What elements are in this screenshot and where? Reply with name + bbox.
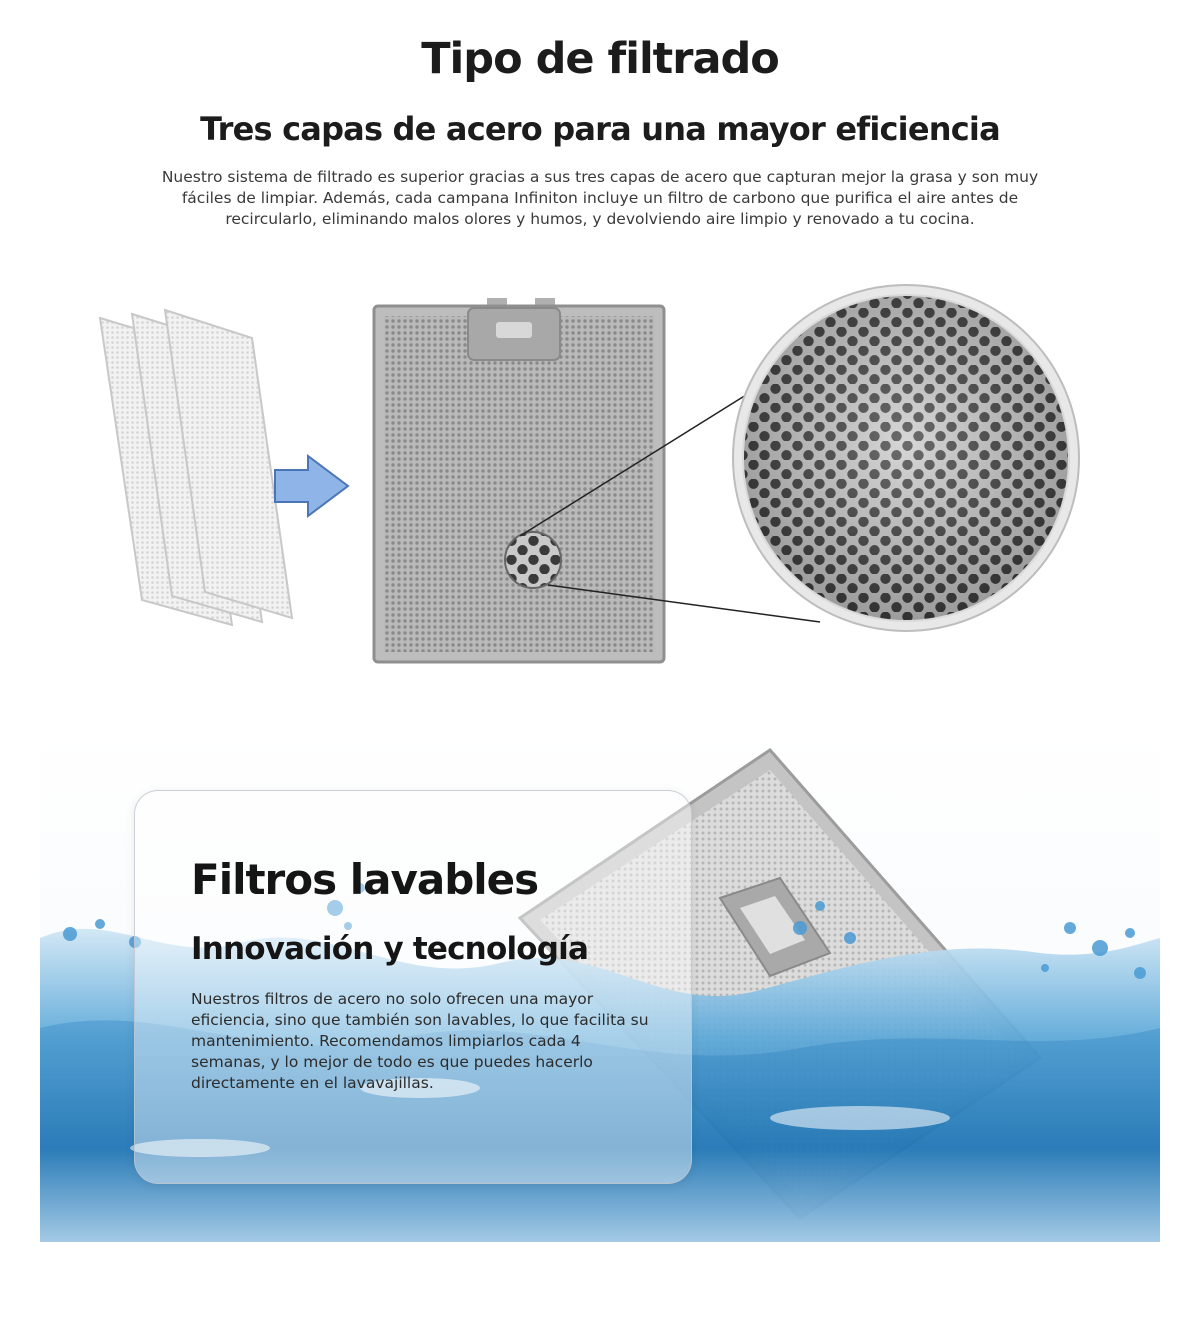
card-body: Nuestros filtros de acero no solo ofrecen una mayor eficiencia, sino que también son lavables, lo que facilita su mantenimiento. Recomendamos limpiarlos cada 4 semanas, y lo mejor de todo es que puedes hacerlo directamente en el lavavajillas. <box>191 990 649 1092</box>
intro-paragraph: Nuestro sistema de filtrado es superior gracias a sus tres capas de acero que capturan mejor la grasa y son muy fáciles de limpiar. Además, cada campana Infiniton incluye un filtro de carbono que purifica el aire antes de recircularlo, eliminando malos olores y humos, y devolviendo aire limpio y renovado a tu cocina. <box>161 168 1039 228</box>
arrow-right-icon <box>275 456 348 516</box>
section-subtitle: Tres capas de acero para una mayor eficiencia <box>200 110 1000 148</box>
washable-info-card <box>134 790 692 1184</box>
magnified-mesh-icon <box>734 286 1078 630</box>
washable-filters-panel <box>40 728 1160 1242</box>
grease-filter-icon <box>374 298 664 662</box>
page-title: Tipo de filtrado <box>421 34 779 84</box>
card-subtitle: Innovación y tecnología <box>191 931 589 967</box>
filter-illustration <box>0 270 1200 690</box>
steel-layers-icon <box>100 310 292 625</box>
card-title: Filtros lavables <box>191 855 539 904</box>
